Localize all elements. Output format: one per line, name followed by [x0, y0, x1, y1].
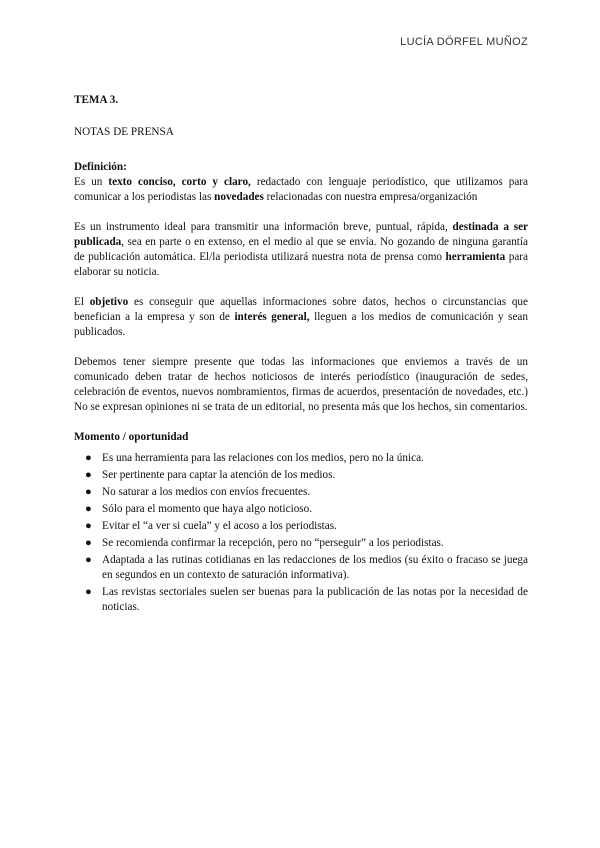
text-run: redactado con lenguaje periodístico, que utilizamos para comunicar a los periodistas las [74, 176, 528, 203]
list-item-text: No saturar a los medios con envíos frecuentes. [102, 486, 311, 498]
bullet-icon: ● [85, 469, 92, 481]
definition-heading: Definición: [74, 161, 127, 173]
bold-run: herramienta [445, 251, 506, 263]
list-item [85, 585, 528, 615]
bullet-icon: ● [85, 537, 92, 549]
text-run: es conseguir que aquellas informaciones sobre datos, hechos o circunstancias que benefician a la empresa y son de [74, 296, 528, 323]
bold-run: objetivo [89, 296, 129, 308]
list-item-text: Ser pertinente para captar la atención de los medios. [102, 469, 336, 481]
list-item-text: Se recomienda confirmar la recepción, pero no “perseguir” a los periodistas. [102, 537, 444, 549]
moment-list [74, 451, 528, 615]
bold-run: novedades [214, 191, 264, 203]
text-run: Es un instrumento ideal para transmitir una información breve, puntual, rápida, [74, 221, 453, 233]
moment-heading: Momento / oportunidad [74, 431, 189, 443]
text-run: lleguen a los medios de comunicación y sean publicados. [74, 311, 528, 338]
list-item-text: Evitar el “a ver si cuela” y el acoso a los periodistas. [102, 520, 337, 532]
list-item-text: Es una herramienta para las relaciones con los medios, pero no la única. [102, 452, 424, 464]
list-item [85, 468, 528, 483]
list-item-text: Las revistas sectoriales suelen ser buenas para la publicación de las notas por la necesidad de noticias. [102, 586, 528, 613]
bullet-icon: ● [85, 554, 92, 566]
bold-run: destinada a ser publicada [74, 221, 529, 248]
text-run: El [74, 296, 90, 308]
text-run: Es un [74, 176, 109, 188]
bullet-icon: ● [85, 486, 92, 498]
list-item [85, 485, 528, 500]
header-author: LUCÍA DÖRFEL MUÑOZ [400, 36, 528, 48]
bold-run: interés general, [234, 311, 310, 323]
document-title: TEMA 3. [74, 94, 119, 106]
definition-paragraph-1 [74, 175, 528, 205]
bullet-icon: ● [85, 520, 92, 532]
bullet-icon: ● [85, 503, 92, 515]
definition-paragraph-4: Debemos tener siempre presente que todas las informaciones que enviemos a través de un comunicado deben tratar de hechos noticiosos de interés periodístico (inauguración de sedes, celebración de eventos, nuevos nombramientos, firmas de acuerdos, presentación de novedades, etc.) No se expresan opiniones ni se trata de un editorial, no presenta más que los hechos, sin comentarios. [74, 356, 528, 413]
document-body [74, 93, 528, 617]
list-item-text: Sólo para el momento que haya algo noticioso. [102, 503, 313, 515]
text-run: , sea en parte o en extenso, en el medio al que se envía. No gozando de ninguna garantía de publicación automática. El/la periodista utilizará nuestra nota de prensa como [74, 236, 528, 263]
list-item-text: Adaptada a las rutinas cotidianas en las redacciones de los medios (su éxito o fracaso se juega en segundos en un contexto de saturación informativa). [102, 554, 528, 581]
document-subtitle: NOTAS DE PRENSA [74, 126, 174, 138]
definition-paragraph-3 [74, 295, 528, 340]
text-run: relacionadas con nuestra empresa/organización [263, 191, 478, 203]
bullet-icon: ● [85, 586, 92, 598]
list-item [85, 536, 528, 551]
bullet-icon: ● [85, 452, 92, 464]
text-run: para elaborar su noticia. [74, 251, 528, 278]
definition-paragraph-2 [74, 220, 528, 280]
list-item [85, 502, 528, 517]
bold-run: texto conciso, corto y claro, [108, 176, 251, 188]
list-item [85, 451, 528, 466]
list-item [85, 519, 528, 534]
list-item [85, 553, 528, 583]
